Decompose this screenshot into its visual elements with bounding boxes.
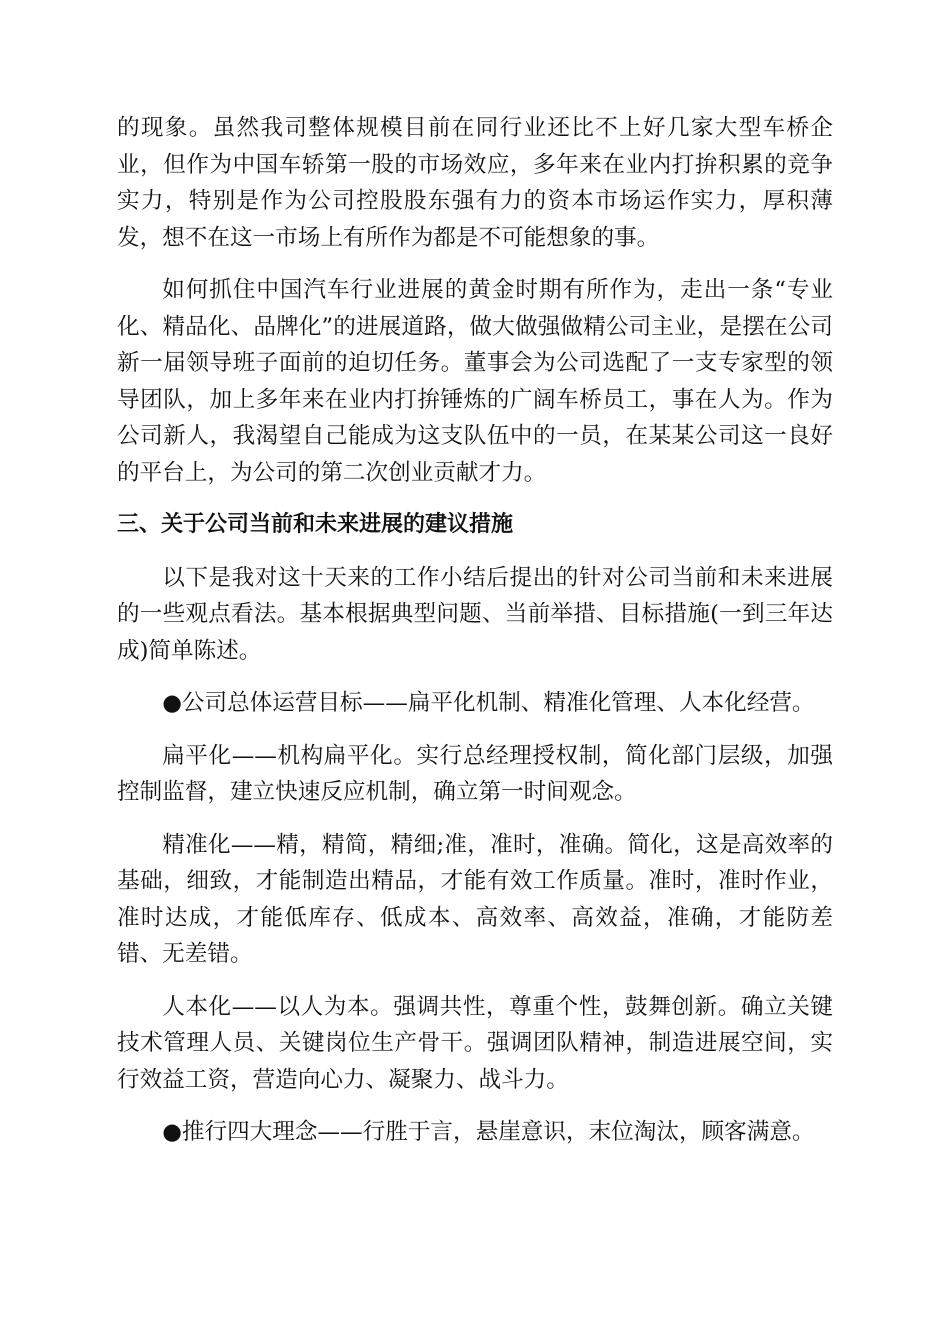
paragraph-precision: 精准化——精，精简，精细;准，准时，准确。简化，这是高效率的基础，细致，才能制造出精品，才能有效工作质量。准时，准时作业，准时达成，才能低库存、低成本、高效率、高效益，准确，才能防差错、无差错。 [117,831,833,967]
paragraph-people-oriented: 人本化——以人为本。强调共性，尊重个性，鼓舞创新。确立关键技术管理人员、关键岗位生产骨干。强调团队精神，制造进展空间，实行效益工资，营造向心力、凝聚力、战斗力。 [117,993,833,1093]
paragraph-2: 如何抓住中国汽车行业进展的黄金时期有所作为，走出一条“专业化、精品化、品牌化”的进展道路，做大做强做精公司主业，是摆在公司新一届领导班子面前的迫切任务。董事会为公司选配了一支专家型的领导团队，加上多年来在业内打拚锤炼的广阔车桥员工，事在人为。作为公司新人，我渴望自己能成为这支队伍中的一员，在某某公司这一良好的平台上，为公司的第二次创业贡献才力。 [117,277,833,486]
bullet-four-concepts: ●推行四大理念——行胜于言，悬崖意识，末位淘汰，顾客满意。 [162,1119,815,1145]
paragraph-1: 的现象。虽然我司整体规模目前在同行业还比不上好几家大型车桥企业，但作为中国车轿第一股的市场效应，多年来在业内打拚积累的竞争实力，特别是作为公司控股股东强有力的资本市场运作实力，厚积薄发，想不在这一市场上有所作为都是不可能想象的事。 [117,115,833,251]
bullet-operating-goal: ●公司总体运营目标——扁平化机制、精准化管理、人本化经营。 [162,690,815,716]
paragraph-flattening: 扁平化——机构扁平化。实行总经理授权制，简化部门层级，加强控制监督，建立快速反应机制，确立第一时间观念。 [117,742,833,805]
paragraph-3: 以下是我对这十天来的工作小结后提出的针对公司当前和未来进展的一些观点看法。基本根据典型问题、当前举措、目标措施(一到三年达成)简单陈述。 [117,564,833,664]
document-page [117,110,833,1167]
section-heading: 三、关于公司当前和未来进展的建议措施 [117,512,514,537]
